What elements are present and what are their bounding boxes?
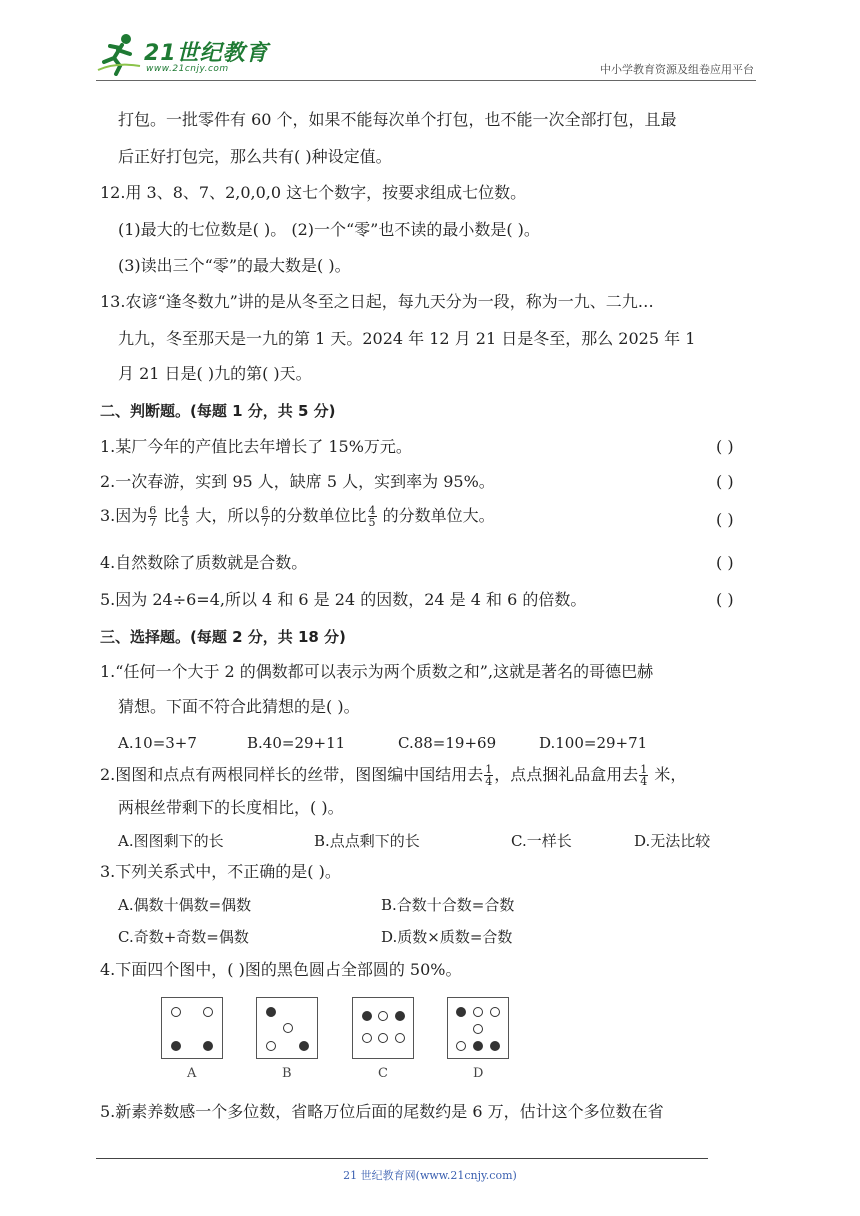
q11-line2: 后正好打包完，那么共有( )种设定值。 <box>118 147 392 166</box>
q13-line2: 九九，冬至那天是一九的第 1 天。2024 年 12 月 21 日是冬至，那么 2025 年 1 <box>118 329 696 348</box>
black-circle <box>456 1007 466 1017</box>
logo-text: 21世纪教育 <box>144 41 269 66</box>
choice-q3-stem: 3.下列关系式中，不正确的是( )。 <box>100 862 341 881</box>
choice-q2-line2: 两根丝带剩下的长度相比，( )。 <box>118 798 344 817</box>
fraction-4-5: $\frac{4}{5}$ <box>181 504 189 529</box>
figure-c-label: C <box>378 1066 388 1081</box>
white-circle <box>456 1041 466 1051</box>
judgment-q3 <box>100 505 495 528</box>
q3-text-d: 的分数单位比 <box>270 506 367 525</box>
q13-line3: 月 21 日是( )九的第( )天。 <box>118 364 312 383</box>
choice-q2-option-c: C.一样长 <box>511 832 572 850</box>
q2-text-c: 米， <box>654 765 687 784</box>
black-circle <box>490 1041 500 1051</box>
choice-q2-option-d: D.无法比较 <box>634 832 711 850</box>
figure-b <box>256 997 318 1059</box>
q3-text-e: 的分数单位大。 <box>382 506 495 525</box>
figure-a-label: A <box>187 1066 197 1081</box>
figure-d-label: D <box>473 1066 484 1081</box>
white-circle <box>473 1024 483 1034</box>
black-circle <box>395 1011 405 1021</box>
q3-text-a: 3.因为 <box>100 506 148 525</box>
white-circle <box>203 1007 213 1017</box>
fraction-1-4-b: $\frac{1}{4}$ <box>640 763 648 788</box>
choice-q5-line1: 5.新素养数感一个多位数，省略万位后面的尾数约是 6 万，估计这个多位数在省 <box>100 1102 664 1121</box>
black-circle <box>266 1007 276 1017</box>
white-circle <box>362 1033 372 1043</box>
runner-logo-icon <box>96 32 142 76</box>
black-circle <box>299 1041 309 1051</box>
choice-q1-line2: 猜想。下面不符合此猜想的是( )。 <box>118 697 360 716</box>
white-circle <box>490 1007 500 1017</box>
white-circle <box>395 1033 405 1043</box>
q12-stem: 12.用 3、8、7、2,0,0,0 这七个数字，按要求组成七位数。 <box>100 183 527 202</box>
q3-text-c: 大，所以 <box>195 506 260 525</box>
q12-part3: (3)读出三个“零”的最大数是( )。 <box>118 256 351 275</box>
black-circle <box>362 1011 372 1021</box>
q12-part1-2: (1)最大的七位数是( )。 (2)一个“零”也不读的最小数是( )。 <box>118 220 540 239</box>
black-circle <box>473 1041 483 1051</box>
fraction-6-7: $\frac{6}{7}$ <box>149 504 157 529</box>
figure-c <box>352 997 414 1059</box>
choice-q4-stem: 4.下面四个图中，( )图的黑色圆占全部圆的 50%。 <box>100 960 462 979</box>
black-circle <box>203 1041 213 1051</box>
black-circle <box>171 1041 181 1051</box>
white-circle <box>378 1033 388 1043</box>
choice-q1-option-d: D.100=29+71 <box>539 734 648 752</box>
judgment-q1-answer: ( ) <box>716 437 734 456</box>
footer-text: 21 世纪教育网(www.21cnjy.com) <box>343 1169 517 1182</box>
white-circle <box>283 1023 293 1033</box>
q13-line1: 13.农谚“逢冬数九”讲的是从冬至之日起，每九天分为一段，称为一九、二九… <box>100 292 654 311</box>
white-circle <box>266 1041 276 1051</box>
choice-q1-option-a: A.10=3+7 <box>118 734 197 752</box>
q2-text-a: 2.图图和点点有两根同样长的丝带，图图编中国结用去 <box>100 765 484 784</box>
choice-q1-option-b: B.40=29+11 <box>247 734 346 752</box>
figure-a <box>161 997 223 1059</box>
logo-url: www.21cnjy.com <box>146 64 229 74</box>
figure-d <box>447 997 509 1059</box>
fraction-4-5-b: $\frac{4}{5}$ <box>368 504 376 529</box>
judgment-q5-answer: ( ) <box>716 590 734 609</box>
q3-text-b: 比 <box>163 506 180 525</box>
white-circle <box>171 1007 181 1017</box>
footer-divider <box>96 1158 708 1159</box>
q11-line1: 打包。一批零件有 60 个，如果不能每次单个打包，也不能一次全部打包，且最 <box>118 110 677 129</box>
choice-q2-line1 <box>100 764 686 787</box>
judgment-q4: 4.自然数除了质数就是合数。 <box>100 553 308 572</box>
platform-title: 中小学教育资源及组卷应用平台 <box>600 63 754 76</box>
site-logo <box>96 32 269 80</box>
section-choice-title: 三、选择题。(每题 2 分，共 18 分) <box>100 628 346 646</box>
section-judgment-title: 二、判断题。(每题 1 分，共 5 分) <box>100 402 336 420</box>
fraction-1-4: $\frac{1}{4}$ <box>485 763 493 788</box>
judgment-q1: 1.某厂今年的产值比去年增长了 15%万元。 <box>100 437 412 456</box>
choice-q1-line1: 1.“任何一个大于 2 的偶数都可以表示为两个质数之和”,这就是著名的哥德巴赫 <box>100 662 654 681</box>
white-circle <box>378 1011 388 1021</box>
figure-b-label: B <box>282 1066 292 1081</box>
judgment-q4-answer: ( ) <box>716 553 734 572</box>
judgment-q2-answer: ( ) <box>716 472 734 491</box>
white-circle <box>473 1007 483 1017</box>
choice-q2-option-a: A.图图剩下的长 <box>118 832 224 850</box>
judgment-q5: 5.因为 24÷6=4,所以 4 和 6 是 24 的因数，24 是 4 和 6 的倍数。 <box>100 590 587 609</box>
choice-q1-option-c: C.88=19+69 <box>398 734 497 752</box>
fraction-6-7-b: $\frac{6}{7}$ <box>261 504 269 529</box>
header-divider <box>96 80 756 81</box>
choice-q3-option-a: A.偶数十偶数=偶数 <box>118 896 252 914</box>
choice-q2-option-b: B.点点剩下的长 <box>314 832 420 850</box>
judgment-q2: 2.一次春游，实到 95 人，缺席 5 人，实到率为 95%。 <box>100 472 495 491</box>
q2-text-b: ，点点捆礼品盒用去 <box>494 765 639 784</box>
judgment-q3-answer: ( ) <box>716 510 734 529</box>
choice-q3-option-c: C.奇数+奇数=偶数 <box>118 928 249 946</box>
choice-q3-option-d: D.质数×质数=合数 <box>381 928 513 946</box>
choice-q3-option-b: B.合数十合数=合数 <box>381 896 515 914</box>
